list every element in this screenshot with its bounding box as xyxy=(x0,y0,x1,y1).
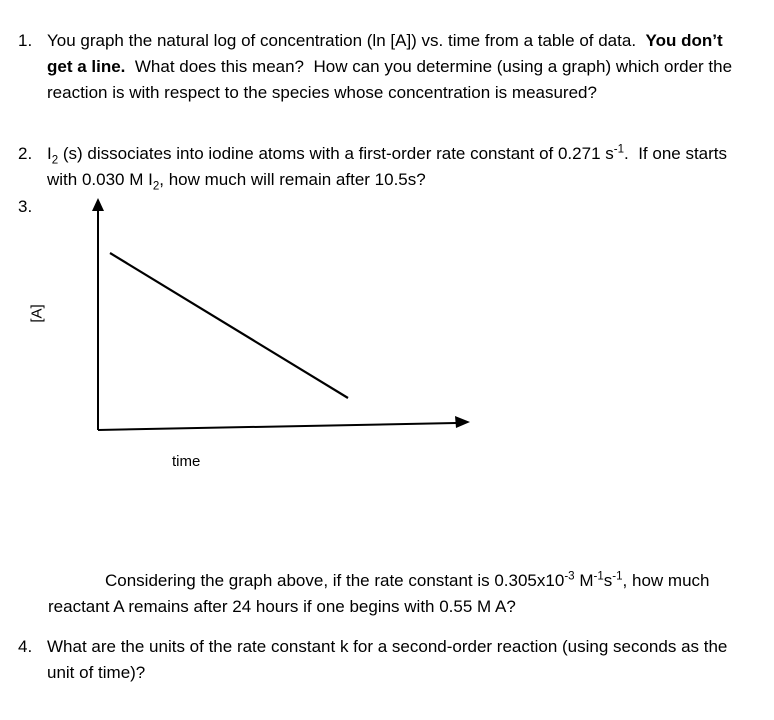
subscript-segment: 2 xyxy=(152,180,160,193)
text-segment: What are the units of the rate constant k for a second-order reaction (using seconds as the unit of time)? xyxy=(47,637,733,682)
text-segment: , how much reactant A remains after 24 hours if one begins with 0.55 M A? xyxy=(48,571,710,616)
question-2-text xyxy=(47,141,733,193)
text-segment: You graph the natural log of concentration (ln [A]) vs. time from a table of data. xyxy=(47,31,646,50)
reaction-graph xyxy=(30,198,530,488)
graph-canvas xyxy=(30,198,490,438)
question-4-text xyxy=(47,634,733,686)
concentration-line xyxy=(110,253,348,398)
x-axis-label: time xyxy=(172,453,201,470)
question-2-number: 2. xyxy=(18,144,33,163)
x-axis xyxy=(98,423,456,430)
text-segment: What does this mean? How can you determine (using a graph) which order the reaction is with respect to the species whose concentration is measured? xyxy=(47,57,737,102)
question-3-followup-text xyxy=(48,568,740,620)
question-2 xyxy=(18,141,733,193)
text-segment-bold: You don’t get a line. xyxy=(47,31,728,76)
question-1-text xyxy=(47,28,737,106)
text-segment: (s) dissociates into iodine atoms with a first-order rate constant of 0.271 s xyxy=(58,144,614,163)
text-segment: s xyxy=(603,571,613,590)
superscript-segment: -1 xyxy=(593,570,604,583)
question-1 xyxy=(18,28,737,106)
x-axis-arrowhead xyxy=(455,416,470,428)
question-1-number: 1. xyxy=(18,31,33,50)
question-3-number: 3. xyxy=(18,197,33,216)
superscript-segment: -1 xyxy=(612,570,623,583)
question-4-number: 4. xyxy=(18,637,33,656)
text-segment: . If one starts with 0.030 M I xyxy=(47,144,732,189)
superscript-segment: -3 xyxy=(564,570,575,583)
text-segment: Considering the graph above, if the rate constant is 0.305x10 xyxy=(105,571,565,590)
question-4 xyxy=(18,634,733,686)
text-segment: , how much will remain after 10.5s? xyxy=(159,170,426,189)
text-segment: M xyxy=(574,571,594,590)
superscript-segment: -1 xyxy=(613,143,625,156)
text-segment: I xyxy=(47,144,52,163)
subscript-segment: 2 xyxy=(51,154,59,167)
y-axis-label: [A] xyxy=(28,304,46,323)
